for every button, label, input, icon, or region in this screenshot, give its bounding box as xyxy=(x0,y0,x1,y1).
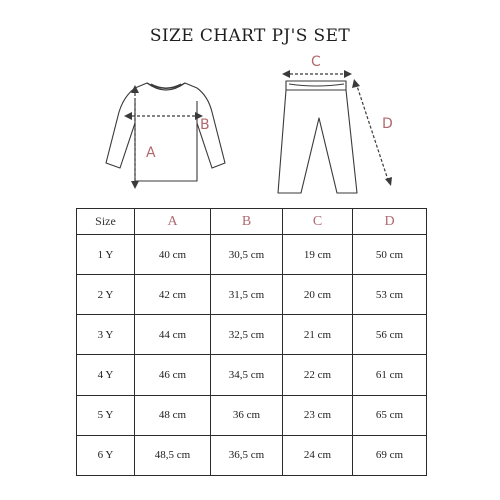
shirt-measure-b xyxy=(124,112,203,120)
value-cell: 36,5 cm xyxy=(211,435,283,475)
table-row xyxy=(77,435,427,475)
value-cell: 34,5 cm xyxy=(211,355,283,395)
garment-diagram xyxy=(0,0,500,200)
label-b: B xyxy=(200,117,210,133)
size-cell: 4 Y xyxy=(77,355,135,395)
header-c: C xyxy=(283,209,353,235)
value-cell: 32,5 cm xyxy=(211,315,283,355)
value-cell: 48,5 cm xyxy=(135,435,211,475)
value-cell: 30,5 cm xyxy=(211,235,283,275)
value-cell: 69 cm xyxy=(353,435,427,475)
pants-illustration xyxy=(278,81,357,193)
value-cell: 50 cm xyxy=(353,235,427,275)
size-chart-table xyxy=(76,208,427,476)
value-cell: 20 cm xyxy=(283,275,353,315)
table-row xyxy=(77,395,427,435)
value-cell: 22 cm xyxy=(283,355,353,395)
value-cell: 44 cm xyxy=(135,315,211,355)
pants-measure-d xyxy=(352,79,392,186)
value-cell: 46 cm xyxy=(135,355,211,395)
value-cell: 23 cm xyxy=(283,395,353,435)
label-d: D xyxy=(382,116,393,132)
label-c: C xyxy=(311,54,321,70)
header-d: D xyxy=(353,209,427,235)
value-cell: 61 cm xyxy=(353,355,427,395)
size-cell: 1 Y xyxy=(77,235,135,275)
value-cell: 31,5 cm xyxy=(211,275,283,315)
value-cell: 42 cm xyxy=(135,275,211,315)
table-row xyxy=(77,235,427,275)
table-header-row xyxy=(77,209,427,235)
size-cell: 5 Y xyxy=(77,395,135,435)
value-cell: 21 cm xyxy=(283,315,353,355)
table-row xyxy=(77,315,427,355)
size-cell: 6 Y xyxy=(77,435,135,475)
value-cell: 36 cm xyxy=(211,395,283,435)
label-a: A xyxy=(146,145,156,161)
size-cell: 3 Y xyxy=(77,315,135,355)
header-a: A xyxy=(135,209,211,235)
table-row xyxy=(77,275,427,315)
value-cell: 19 cm xyxy=(283,235,353,275)
pants-measure-c xyxy=(282,70,352,78)
header-size: Size xyxy=(77,209,135,235)
header-b: B xyxy=(211,209,283,235)
value-cell: 48 cm xyxy=(135,395,211,435)
table-row xyxy=(77,355,427,395)
size-cell: 2 Y xyxy=(77,275,135,315)
value-cell: 24 cm xyxy=(283,435,353,475)
value-cell: 65 cm xyxy=(353,395,427,435)
value-cell: 53 cm xyxy=(353,275,427,315)
value-cell: 40 cm xyxy=(135,235,211,275)
value-cell: 56 cm xyxy=(353,315,427,355)
page-title: SIZE CHART PJ'S SET xyxy=(149,26,351,46)
